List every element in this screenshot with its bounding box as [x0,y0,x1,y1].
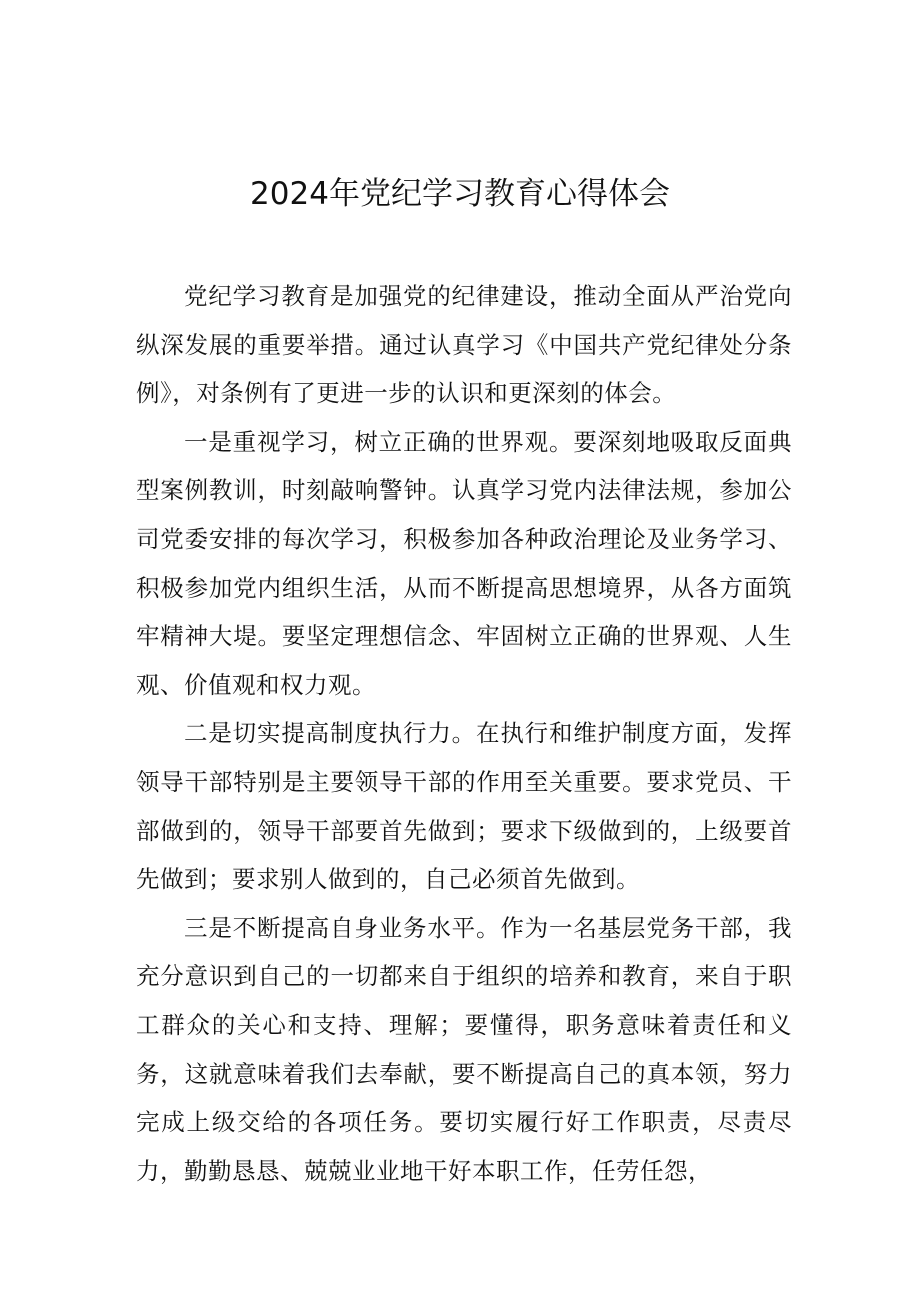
document-title: 2024年党纪学习教育心得体会 [250,176,670,212]
paragraph-point-one: 一是重视学习，树立正确的世界观。要深刻地吸取反面典型案例教训，时刻敲响警钟。认真学习党内法律法规，参加公司党委安排的每次学习，积极参加各种政治理论及业务学习、积极参加党内组织生活，从而不断提高思想境界，从各方面筑牢精神大堤。要坚定理想信念、牢固树立正确的世界观、人生观、价值观和权力观。 [136,427,792,699]
paragraph-point-three: 三是不断提高自身业务水平。作为一名基层党务干部，我充分意识到自己的一切都来自于组织的培养和教育，来自于职工群众的关心和支持、理解；要懂得，职务意味着责任和义务，这就意味着我们去奉献，要不断提高自己的真本领，努力完成上级交给的各项任务。要切实履行好工作职责，尽责尽力，勤勤恳恳、兢兢业业地干好本职工作，任劳任怨， [136,913,792,1185]
paragraph-point-two: 二是切实提高制度执行力。在执行和维护制度方面，发挥领导干部特别是主要领导干部的作用至关重要。要求党员、干部做到的，领导干部要首先做到；要求下级做到的，上级要首先做到；要求别人做到的，自己必须首先做到。 [136,719,792,894]
paragraph-intro: 党纪学习教育是加强党的纪律建设，推动全面从严治党向纵深发展的重要举措。通过认真学习《中国共产党纪律处分条例》，对条例有了更进一步的认识和更深刻的体会。 [136,282,792,408]
document-body [136,272,792,1195]
